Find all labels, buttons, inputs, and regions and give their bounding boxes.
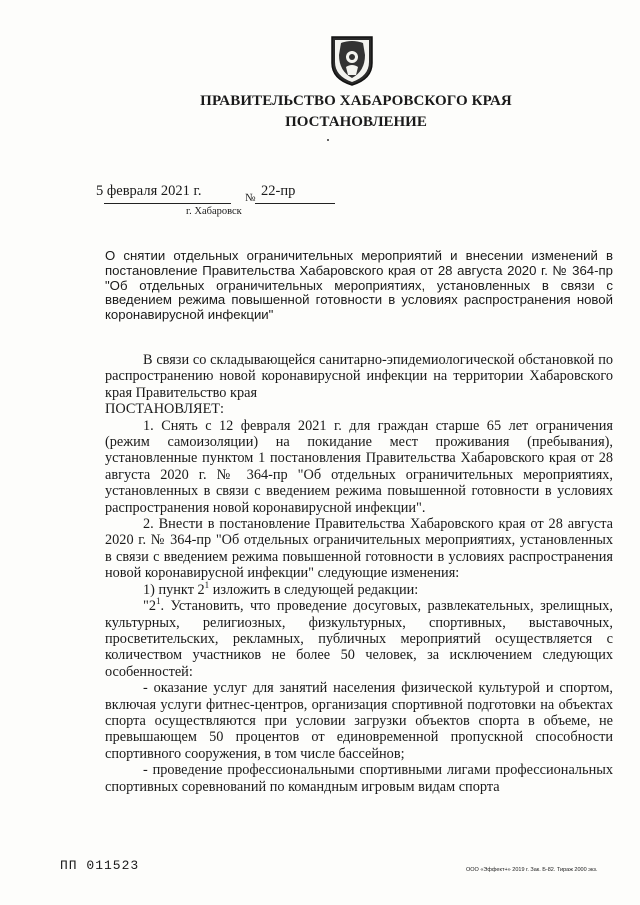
- number-sign: №: [245, 192, 256, 204]
- item-1: 1. Снять с 12 февраля 2021 г. для граждан старше 65 лет ограничения (режим самоизоляции) на покидание мест проживания (пребывания), установленные пунктом 1 постановления Правительства Хабаровского края от 28 августа 2020 г. № 364-пр "Об отдельных ограничительных мероприятиях, установленных в связи с введением режима повышенной готовности в условиях распространения новой коронавирусной инфекции".: [105, 417, 613, 516]
- quoted-clause: "$2^1$. Установить, что проведение досуговых, развлекательных, зрелищных, культурных, религиозных, физкультурных, спортивных, выставочных, просветительских, рекламных, публичных мероприятий осуществляется с количеством участников не более 50 человек, за исключением следующих особенностей:: [105, 596, 613, 680]
- divider-dot: [327, 139, 329, 141]
- document-body: [105, 352, 613, 795]
- date-underline: [104, 203, 231, 204]
- number-underline: [255, 203, 335, 204]
- item-2: 2. Внести в постановление Правительства Хабаровского края от 28 августа 2020 г. № 364-пр "Об отдельных ограничительных мероприятиях, установленных в связи с введением режима повышенной готовности в условиях распространения новой коронавирусной инфекции" следующие изменения:: [105, 516, 613, 582]
- preamble: В связи со складывающейся санитарно-эпидемиологической обстановкой по распространению новой коронавирусной инфекции на территории Хабаровского края Правительство края: [105, 352, 613, 401]
- document-number: 22-пр: [261, 183, 296, 199]
- sub-item-1: 1) пункт $2^1$ изложить в следующей редакции:: [143, 579, 419, 598]
- form-code: ПП 011523: [60, 858, 140, 873]
- document-date: 5 февраля 2021 г.: [96, 183, 202, 199]
- document-subject: О снятии отдельных ограничительных мероприятий и внесении изменений в постановление Правительства Хабаровского края от 28 августа 2020 г. № 364-пр "Об отдельных ограничительных мероприятиях, установленных в связи с введением режима повышенной готовности в условиях распространения новой коронавирусной инфекции": [105, 248, 613, 323]
- resolves-heading: ПОСТАНОВЛЯЕТ:: [105, 401, 225, 418]
- coat-of-arms-icon: [329, 33, 375, 87]
- printer-imprint: ООО «Эффект+» 2019 г. Зак. Б-82. Тираж 2000 экз.: [466, 867, 598, 873]
- government-title: ПРАВИТЕЛЬСТВО ХАБАРОВСКОГО КРАЯ: [200, 93, 512, 109]
- document-type: ПОСТАНОВЛЕНИЕ: [285, 114, 427, 130]
- bullet-pro-leagues: - проведение профессиональными спортивными лигами профессиональных спортивных соревнований по командным игровым видам спорта: [105, 762, 613, 795]
- bullet-sports-services: - оказание услуг для занятий населения физической культурой и спортом, включая услуги фитнес-центров, организация спортивной подготовки на объектах спорта осуществляются при условии загрузки объектов спорта в объеме, не превышающем 50 процентов от единовременной пропускной способности спортивного сооружения, в том числе бассейнов;: [105, 680, 613, 762]
- document-city: г. Хабаровск: [186, 206, 242, 217]
